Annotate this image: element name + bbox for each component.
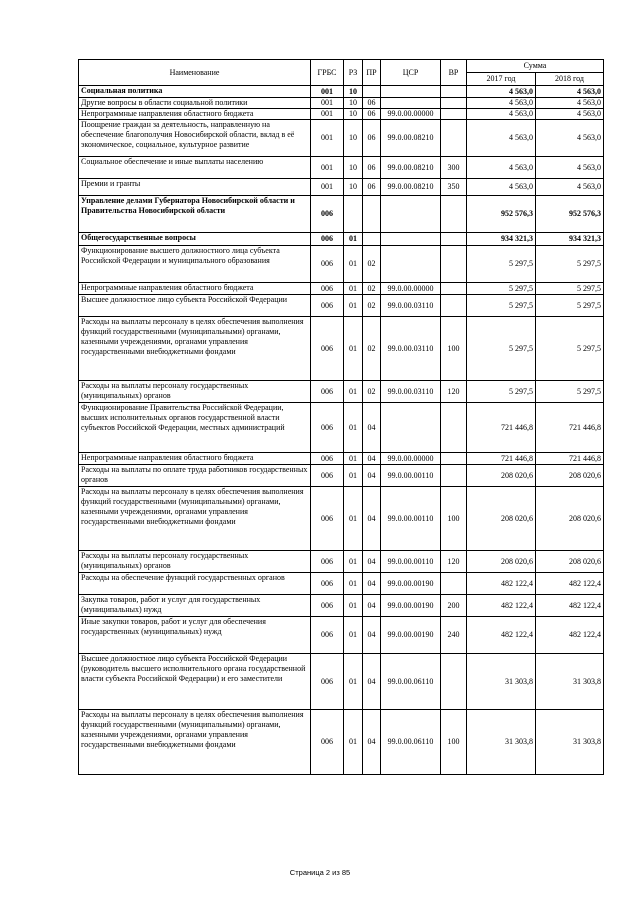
row-sum-2017: 721 446,8 bbox=[467, 403, 536, 453]
row-csr: 99.0.00.06110 bbox=[381, 654, 441, 710]
row-sum-2018: 4 563,0 bbox=[536, 179, 604, 196]
row-grbs: 006 bbox=[311, 283, 344, 295]
row-name: Расходы на выплаты по оплате труда работников государственных органов bbox=[79, 465, 311, 487]
row-rz: 10 bbox=[344, 179, 363, 196]
row-csr: 99.0.00.00000 bbox=[381, 109, 441, 120]
row-sum-2017: 482 122,4 bbox=[467, 573, 536, 595]
row-csr: 99.0.00.00000 bbox=[381, 283, 441, 295]
row-grbs: 001 bbox=[311, 120, 344, 157]
row-rz: 01 bbox=[344, 617, 363, 654]
row-sum-2018: 482 122,4 bbox=[536, 595, 604, 617]
budget-table bbox=[78, 59, 604, 775]
row-vr bbox=[441, 109, 467, 120]
row-name: Функционирование Правительства Российской Федерации, высших исполнительных органов государственной власти субъектов Российской Федерации, местных администраций bbox=[79, 403, 311, 453]
row-vr bbox=[441, 654, 467, 710]
row-grbs: 006 bbox=[311, 295, 344, 317]
row-sum-2018: 721 446,8 bbox=[536, 453, 604, 465]
table-row bbox=[79, 157, 604, 179]
table-row bbox=[79, 233, 604, 246]
table-row bbox=[79, 283, 604, 295]
row-csr: 99.0.00.00190 bbox=[381, 617, 441, 654]
row-name: Иные закупки товаров, работ и услуг для обеспечения государственных (муниципальных) нужд bbox=[79, 617, 311, 654]
row-grbs: 001 bbox=[311, 109, 344, 120]
row-rz: 01 bbox=[344, 233, 363, 246]
row-csr: 99.0.00.03110 bbox=[381, 317, 441, 381]
row-csr: 99.0.00.08210 bbox=[381, 157, 441, 179]
row-sum-2018: 952 576,3 bbox=[536, 196, 604, 233]
row-pr: 06 bbox=[363, 109, 381, 120]
row-sum-2018: 208 020,6 bbox=[536, 551, 604, 573]
row-sum-2017: 208 020,6 bbox=[467, 487, 536, 551]
row-csr: 99.0.00.00190 bbox=[381, 595, 441, 617]
row-sum-2018: 5 297,5 bbox=[536, 295, 604, 317]
row-rz: 01 bbox=[344, 453, 363, 465]
row-csr bbox=[381, 98, 441, 109]
row-name: Другие вопросы в области социальной политики bbox=[79, 98, 311, 109]
row-csr: 99.0.00.00110 bbox=[381, 465, 441, 487]
row-name: Социальное обеспечение и иные выплаты населению bbox=[79, 157, 311, 179]
row-vr bbox=[441, 403, 467, 453]
table-row bbox=[79, 654, 604, 710]
row-grbs: 001 bbox=[311, 86, 344, 98]
row-csr: 99.0.00.03110 bbox=[381, 381, 441, 403]
header-vr: ВР bbox=[441, 60, 467, 86]
row-pr: 02 bbox=[363, 283, 381, 295]
row-sum-2018: 4 563,0 bbox=[536, 98, 604, 109]
page-number: Страница 2 из 85 bbox=[289, 868, 351, 877]
row-csr bbox=[381, 86, 441, 98]
row-sum-2018: 5 297,5 bbox=[536, 283, 604, 295]
row-pr bbox=[363, 86, 381, 98]
row-grbs: 001 bbox=[311, 98, 344, 109]
row-rz: 10 bbox=[344, 109, 363, 120]
row-csr: 99.0.00.08210 bbox=[381, 179, 441, 196]
row-rz: 01 bbox=[344, 654, 363, 710]
row-sum-2017: 5 297,5 bbox=[467, 295, 536, 317]
row-sum-2017: 208 020,6 bbox=[467, 465, 536, 487]
row-pr: 06 bbox=[363, 120, 381, 157]
row-grbs: 006 bbox=[311, 403, 344, 453]
row-sum-2018: 208 020,6 bbox=[536, 487, 604, 551]
row-name: Управление делами Губернатора Новосибирской области и Правительства Новосибирской области bbox=[79, 196, 311, 233]
row-name: Функционирование высшего должностного лица субъекта Российской Федерации и муниципального образования bbox=[79, 246, 311, 283]
row-rz: 01 bbox=[344, 487, 363, 551]
row-sum-2018: 4 563,0 bbox=[536, 120, 604, 157]
row-sum-2018: 482 122,4 bbox=[536, 573, 604, 595]
row-grbs: 006 bbox=[311, 453, 344, 465]
row-grbs: 006 bbox=[311, 617, 344, 654]
header-rz: РЗ bbox=[344, 60, 363, 86]
row-sum-2018: 31 303,8 bbox=[536, 654, 604, 710]
row-rz: 01 bbox=[344, 403, 363, 453]
row-name: Поощрение граждан за деятельность, направленную на обеспечение благополучия Новосибирской области, вклад в её экономическое, социальное, культурное развитие bbox=[79, 120, 311, 157]
row-rz: 01 bbox=[344, 283, 363, 295]
row-sum-2018: 5 297,5 bbox=[536, 317, 604, 381]
row-grbs: 006 bbox=[311, 317, 344, 381]
row-rz: 01 bbox=[344, 710, 363, 775]
row-vr: 120 bbox=[441, 551, 467, 573]
row-rz: 01 bbox=[344, 317, 363, 381]
row-name: Социальная политика bbox=[79, 86, 311, 98]
row-vr bbox=[441, 233, 467, 246]
row-grbs: 001 bbox=[311, 157, 344, 179]
row-sum-2017: 208 020,6 bbox=[467, 551, 536, 573]
row-vr: 100 bbox=[441, 487, 467, 551]
row-vr bbox=[441, 120, 467, 157]
table-row bbox=[79, 403, 604, 453]
row-vr: 350 bbox=[441, 179, 467, 196]
row-vr bbox=[441, 465, 467, 487]
row-name: Высшее должностное лицо субъекта Российской Федерации bbox=[79, 295, 311, 317]
row-csr bbox=[381, 233, 441, 246]
row-sum-2017: 31 303,8 bbox=[467, 710, 536, 775]
row-rz: 01 bbox=[344, 573, 363, 595]
row-name: Расходы на выплаты персоналу в целях обеспечения выполнения функций государственными (муниципальными) органами, казенными учреждениями, органами управления государственными внебюджетными фондами bbox=[79, 487, 311, 551]
row-pr: 04 bbox=[363, 465, 381, 487]
row-grbs: 006 bbox=[311, 654, 344, 710]
row-sum-2017: 4 563,0 bbox=[467, 98, 536, 109]
row-sum-2018: 4 563,0 bbox=[536, 86, 604, 98]
table-row bbox=[79, 465, 604, 487]
row-sum-2017: 4 563,0 bbox=[467, 120, 536, 157]
row-vr bbox=[441, 295, 467, 317]
table-row bbox=[79, 595, 604, 617]
row-sum-2017: 721 446,8 bbox=[467, 453, 536, 465]
row-vr: 100 bbox=[441, 317, 467, 381]
row-pr: 06 bbox=[363, 157, 381, 179]
header-pr: ПР bbox=[363, 60, 381, 86]
row-sum-2017: 482 122,4 bbox=[467, 617, 536, 654]
row-pr: 02 bbox=[363, 317, 381, 381]
row-vr bbox=[441, 86, 467, 98]
row-sum-2017: 934 321,3 bbox=[467, 233, 536, 246]
row-sum-2018: 31 303,8 bbox=[536, 710, 604, 775]
row-csr bbox=[381, 196, 441, 233]
row-name: Расходы на выплаты персоналу государственных (муниципальных) органов bbox=[79, 381, 311, 403]
row-name: Непрограммные направления областного бюджета bbox=[79, 109, 311, 120]
table-body bbox=[79, 86, 604, 775]
row-name: Высшее должностное лицо субъекта Российской Федерации (руководитель высшего исполнительного органа государственной власти субъекта Российской Федерации) и его заместители bbox=[79, 654, 311, 710]
row-sum-2018: 5 297,5 bbox=[536, 246, 604, 283]
row-name: Общегосударственные вопросы bbox=[79, 233, 311, 246]
row-pr: 02 bbox=[363, 295, 381, 317]
header-year-2018: 2018 год bbox=[536, 73, 604, 86]
table-row bbox=[79, 573, 604, 595]
row-vr: 200 bbox=[441, 595, 467, 617]
table-row bbox=[79, 120, 604, 157]
row-rz: 10 bbox=[344, 120, 363, 157]
row-name: Непрограммные направления областного бюджета bbox=[79, 453, 311, 465]
row-pr: 02 bbox=[363, 246, 381, 283]
table-row bbox=[79, 453, 604, 465]
row-csr bbox=[381, 403, 441, 453]
row-sum-2017: 5 297,5 bbox=[467, 283, 536, 295]
table-row bbox=[79, 98, 604, 109]
row-vr: 100 bbox=[441, 710, 467, 775]
row-sum-2018: 208 020,6 bbox=[536, 465, 604, 487]
row-sum-2017: 5 297,5 bbox=[467, 381, 536, 403]
table-row bbox=[79, 317, 604, 381]
row-pr bbox=[363, 233, 381, 246]
row-vr: 300 bbox=[441, 157, 467, 179]
table-row bbox=[79, 179, 604, 196]
row-name: Закупка товаров, работ и услуг для государственных (муниципальных) нужд bbox=[79, 595, 311, 617]
row-grbs: 006 bbox=[311, 233, 344, 246]
row-pr: 04 bbox=[363, 617, 381, 654]
row-name: Расходы на выплаты персоналу в целях обеспечения выполнения функций государственными (муниципальными) органами, казенными учреждениями, органами управления государственными внебюджетными фондами bbox=[79, 710, 311, 775]
row-vr: 120 bbox=[441, 381, 467, 403]
row-name: Непрограммные направления областного бюджета bbox=[79, 283, 311, 295]
row-csr: 99.0.00.00000 bbox=[381, 453, 441, 465]
row-sum-2017: 5 297,5 bbox=[467, 246, 536, 283]
row-rz: 10 bbox=[344, 98, 363, 109]
row-vr bbox=[441, 283, 467, 295]
row-csr bbox=[381, 246, 441, 283]
row-name: Премии и гранты bbox=[79, 179, 311, 196]
row-grbs: 006 bbox=[311, 551, 344, 573]
row-pr: 04 bbox=[363, 710, 381, 775]
row-pr: 04 bbox=[363, 654, 381, 710]
row-rz: 01 bbox=[344, 551, 363, 573]
row-csr: 99.0.00.06110 bbox=[381, 710, 441, 775]
row-pr: 02 bbox=[363, 381, 381, 403]
row-sum-2017: 4 563,0 bbox=[467, 179, 536, 196]
row-vr: 240 bbox=[441, 617, 467, 654]
table-row bbox=[79, 196, 604, 233]
row-grbs: 006 bbox=[311, 573, 344, 595]
table-row bbox=[79, 109, 604, 120]
table-row bbox=[79, 710, 604, 775]
row-sum-2017: 4 563,0 bbox=[467, 157, 536, 179]
header-csr: ЦСР bbox=[381, 60, 441, 86]
row-sum-2017: 4 563,0 bbox=[467, 109, 536, 120]
row-sum-2017: 482 122,4 bbox=[467, 595, 536, 617]
table-row bbox=[79, 487, 604, 551]
row-rz: 01 bbox=[344, 246, 363, 283]
header-grbs: ГРБС bbox=[311, 60, 344, 86]
row-sum-2018: 5 297,5 bbox=[536, 381, 604, 403]
row-pr bbox=[363, 196, 381, 233]
row-name: Расходы на обеспечение функций государственных органов bbox=[79, 573, 311, 595]
table-row bbox=[79, 551, 604, 573]
row-rz: 10 bbox=[344, 86, 363, 98]
row-sum-2017: 31 303,8 bbox=[467, 654, 536, 710]
header-name: Наименование bbox=[79, 60, 311, 86]
header-year-2017: 2017 год bbox=[467, 73, 536, 86]
row-grbs: 006 bbox=[311, 246, 344, 283]
row-sum-2018: 4 563,0 bbox=[536, 157, 604, 179]
row-grbs: 006 bbox=[311, 465, 344, 487]
row-sum-2018: 721 446,8 bbox=[536, 403, 604, 453]
row-rz: 01 bbox=[344, 381, 363, 403]
row-pr: 04 bbox=[363, 403, 381, 453]
row-rz: 01 bbox=[344, 595, 363, 617]
row-pr: 06 bbox=[363, 98, 381, 109]
row-grbs: 001 bbox=[311, 179, 344, 196]
row-pr: 04 bbox=[363, 487, 381, 551]
row-csr: 99.0.00.03110 bbox=[381, 295, 441, 317]
row-vr bbox=[441, 98, 467, 109]
row-sum-2018: 4 563,0 bbox=[536, 109, 604, 120]
row-rz bbox=[344, 196, 363, 233]
row-csr: 99.0.00.00190 bbox=[381, 573, 441, 595]
row-sum-2017: 952 576,3 bbox=[467, 196, 536, 233]
row-pr: 04 bbox=[363, 573, 381, 595]
row-grbs: 006 bbox=[311, 196, 344, 233]
row-sum-2017: 5 297,5 bbox=[467, 317, 536, 381]
row-name: Расходы на выплаты персоналу государственных (муниципальных) органов bbox=[79, 551, 311, 573]
table-row bbox=[79, 617, 604, 654]
row-sum-2018: 934 321,3 bbox=[536, 233, 604, 246]
row-pr: 06 bbox=[363, 179, 381, 196]
row-pr: 04 bbox=[363, 551, 381, 573]
row-grbs: 006 bbox=[311, 487, 344, 551]
row-rz: 10 bbox=[344, 157, 363, 179]
row-vr bbox=[441, 573, 467, 595]
row-grbs: 006 bbox=[311, 595, 344, 617]
row-vr bbox=[441, 453, 467, 465]
table-row bbox=[79, 381, 604, 403]
row-csr: 99.0.00.00110 bbox=[381, 487, 441, 551]
row-sum-2018: 482 122,4 bbox=[536, 617, 604, 654]
row-pr: 04 bbox=[363, 595, 381, 617]
row-vr bbox=[441, 246, 467, 283]
row-csr: 99.0.00.08210 bbox=[381, 120, 441, 157]
row-rz: 01 bbox=[344, 295, 363, 317]
row-pr: 04 bbox=[363, 453, 381, 465]
table-row bbox=[79, 246, 604, 283]
header-sum: Сумма bbox=[467, 60, 604, 73]
row-csr: 99.0.00.00110 bbox=[381, 551, 441, 573]
row-sum-2017: 4 563,0 bbox=[467, 86, 536, 98]
table-row bbox=[79, 86, 604, 98]
row-name: Расходы на выплаты персоналу в целях обеспечения выполнения функций государственными (муниципальными) органами, казенными учреждениями, органами управления государственными внебюджетными фондами bbox=[79, 317, 311, 381]
row-vr bbox=[441, 196, 467, 233]
row-grbs: 006 bbox=[311, 710, 344, 775]
row-grbs: 006 bbox=[311, 381, 344, 403]
row-rz: 01 bbox=[344, 465, 363, 487]
table-row bbox=[79, 295, 604, 317]
